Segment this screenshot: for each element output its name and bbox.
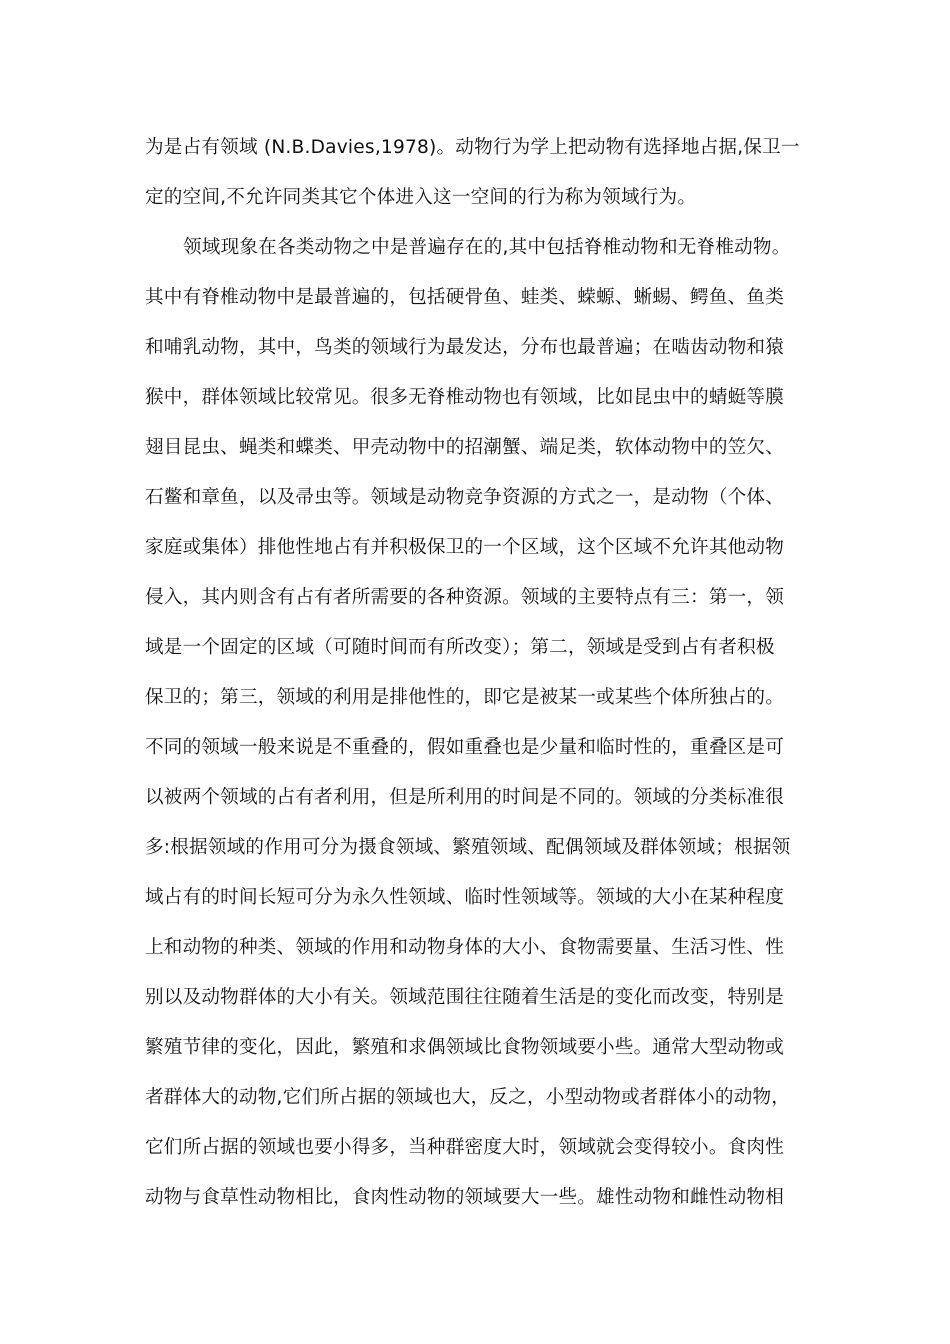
- text-line-17: 上和动物的种类、领域的作用和动物身体的大小、食物需要量、生活习性、性: [145, 937, 784, 958]
- text-line-13: 不同的领域一般来说是不重叠的，假如重叠也是少量和临时性的，重叠区是可: [145, 737, 784, 758]
- text-line-15: 多:根据领域的作用可分为摄食领域、繁殖领域、配偶领域及群体领域；根据领: [145, 837, 791, 858]
- text-line-8: 石鳖和章鱼，以及帚虫等。领域是动物竞争资源的方式之一，是动物（个体、: [145, 487, 784, 508]
- text-line-6: 猴中，群体领域比较常见。很多无脊椎动物也有领域，比如昆虫中的蜻蜓等膜: [145, 387, 784, 408]
- text-line-10: 侵入，其内则含有占有者所需要的各种资源。领域的主要特点有三：第一，领: [145, 587, 784, 608]
- text-line-20: 者群体大的动物,它们所占据的领域也大，反之，小型动物或者群体小的动物，: [145, 1087, 791, 1108]
- text-line-1: 为是占有领域 (N.B.Davies,1978)。动物行为学上把动物有选择地占据,保卫一: [145, 137, 800, 158]
- text-line-4: 其中有脊椎动物中是最普遍的，包括硬骨鱼、蛙类、蝾螈、蜥蜴、鳄鱼、鱼类: [145, 287, 784, 308]
- paragraph-start-line: 领域现象在各类动物之中是普遍存在的,其中包括脊椎动物和无脊椎动物。: [183, 237, 791, 258]
- text-line-21: 它们所占据的领域也要小得多，当种群密度大时，领域就会变得较小。食肉性: [145, 1137, 784, 1158]
- text-line-16: 域占有的时间长短可分为永久性领域、临时性领域等。领域的大小在某种程度: [145, 887, 784, 908]
- text-line-12: 保卫的；第三，领域的利用是排他性的，即它是被某一或某些个体所独占的。: [145, 687, 784, 708]
- text-line-19: 繁殖节律的变化，因此，繁殖和求偶领域比食物领域要小些。通常大型动物或: [145, 1037, 784, 1058]
- text-line-9: 家庭或集体）排他性地占有并积极保卫的一个区域，这个区域不允许其他动物: [145, 537, 784, 558]
- text-line-7: 翅目昆虫、蝇类和蝶类、甲壳动物中的招潮蟹、端足类，软体动物中的笠欠、: [145, 437, 784, 458]
- text-line-18: 别以及动物群体的大小有关。领域范围往往随着生活是的变化而改变，特别是: [145, 987, 784, 1008]
- text-line-5: 和哺乳动物，其中，鸟类的领域行为最发达，分布也最普遍；在啮齿动物和猿: [145, 337, 784, 358]
- text-line-22: 动物与食草性动物相比，食肉性动物的领域要大一些。雄性动物和雌性动物相: [145, 1187, 784, 1208]
- text-line-11: 域是一个固定的区域（可随时间而有所改变）；第二，领域是受到占有者积极: [145, 637, 775, 658]
- text-line-2: 定的空间,不允许同类其它个体进入这一空间的行为称为领域行为。: [145, 187, 697, 208]
- text-line-14: 以被两个领域的占有者利用，但是所利用的时间是不同的。领域的分类标准很: [145, 787, 784, 808]
